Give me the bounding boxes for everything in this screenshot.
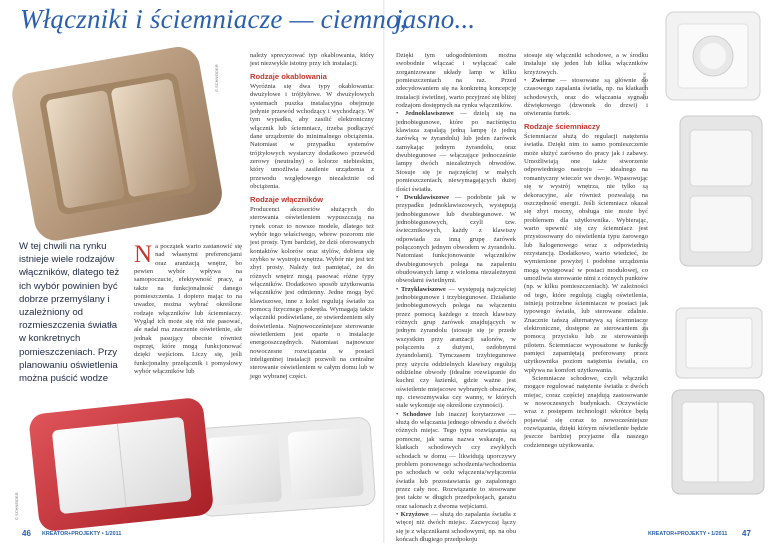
footer-right: KREATOR+PROJEKTY • 1/2011 — [648, 531, 728, 537]
photo-gold-switch — [0, 48, 222, 240]
item-text: lub inaczej korytarzowe — służą do włączania jednego obwodu z dwóch różnych miejsc. Tego typu rozwiązania są pomocne, jak sama nazwa wskazuje, na klatkach schodowych czy zwykłych schodach w domu — likwidują uporczywy problem ponownego schodzenia/wchodzenia po schodach w celu włączenia/wyłączenia światła lub pozostawiania go zapalonego przez cały noc. Rozwiązanie to stosowane jest także w długich przedpokojach, garażu oraz salonach z dwoma wejściami. — [396, 410, 516, 510]
col4-paragraph-1: stosuje się włączniki schodowe, a w środku instaluje się jeden lub kilka włączników krzyżowych. — [524, 52, 648, 76]
article-title-left: Włączniki i ściemniacze — ciemno, — [20, 4, 407, 34]
photo-credit: © SCHNEIDER — [14, 492, 19, 520]
page-number-left: 46 — [22, 529, 31, 538]
col4-paragraph-2: Ściemniacze służą do regulacji natężenia światła. Dzięki nim to samo pomieszczenie może służyć zarówno do pracy jak i zabawy. Umożliwiają one także stworzenie odpowiedniego nastroju — idealnego na romantyczny wieczór we dwoje. Wpasowując się w wystrój wnętrza, nie tylko są dekoracyjne, ale również pozwalają na oszczędność energii. Jeśli ściemniacz okazał się zbyt mocny, obsługa nie może być problemem dla użytkownika. Wybierając, warto upewnić się czy ściemniacz jest przystosowany do oświetlenia typu żarowego lub halogenowego wraz z odpowiednią rezystancją. Dodatkowo, warto wiedzieć, że wymienione powyżej i podobne urządzenia mogą występować w postaci modułowej, co umożliwia sterowanie nimi z różnych punktów (np. w kilku pomieszczeniach). W zależności od tego, które regulują ciągłą oświetlenia, istnieją potrzebne ściemniacze w postaci jak typowego światła, lub sterowane zdalnie. Znacznie tańszą alternatywą są ściemniacze elektroniczne, dostępne ze sterowaniem za pomocą przycisku lub ze sterowaniem pilotem. Ściemniacze wyposażone w funkcję pamięci zapamiętają preferowany przez użytkownika poziom natężenia światła, co wpływa na komfort użytkowania. — [524, 133, 648, 374]
photo-credit: © SCHNEIDER — [642, 72, 647, 100]
item-title: Jednoklawiszowe — [404, 110, 454, 118]
item-title: Krzyżowe — [400, 510, 429, 518]
list-item: • Trzyklawiszowe — występują najczęściej jednobiegunowe i trzybiegunowe. Działanie jednobiegunowych polega na włączeniu przez pomocą każdego z trzech klawiszy różnych grup żarówek znajdujących w jednym żyrandolu (stosuje się je przede wszystkim przy aranżacji salonów, w połączeniu z dużymi, ozdobnymi żyrandolami). Tymczasem trzybiegunowe przy użyciu oddzielnych klawiszy regulują oddzielne obwody (idealne rozwiązanie do kuchni czy łazienki, gdzie ważne jest oświetlenie miejscowe wybranych obszarów, np. ciewozmywaka czy wanny, w których stale wykonuje się określone czynności). — [396, 285, 516, 410]
col2-paragraph-1: Wyróżnia się dwa typy okablowania: dwużyłowe i trójżyłowe. W dwużyłowych systemach puszka instalacyjna obejmuje jedynie przewód wchodzący i wychodzący. W tym wypadku, aby zasilić elektroniczny włącznik lub ściemniacz, trzeba podłączyć dane urządzenie do minimalnego obciążenia. Natomiast w przypadku systemów trójżyłowych wystarczy dodatkowo przewód zerowy (neutralny) o kolorze niebieskim, który umożliwia zasilenie urządzenia z przewodu względowego niezależnie od obciążenia. — [250, 83, 374, 191]
item-title: Trzyklawiszowe — [400, 285, 446, 293]
drop-cap: N — [134, 241, 153, 268]
item-text: — występują najczęściej jednobiegunowe i trzybiegunowe. Działanie jednobiegunowych polega na włączeniu przez pomocą każdego z trzech klawiszy różnych grup żarówek znajdujących w jednym żyrandolu (stosuje się je przede wszystkim przy aranżacji salonów, w połączeniu z dużymi, ozdobnymi żyrandolami). Tymczasem trzybiegunowe przy użyciu oddzielnych klawiszy regulują oddzielne obwody (idealne rozwiązanie do kuchni czy łazienki, gdzie ważne jest oświetlenie miejscowe wybranych obszarów, np. ciewozmywaka czy wanny, w których stale wykonuje się określone czynności). — [396, 285, 516, 410]
lead-paragraph: W tej chwili na rynku istnieje wiele rodzajów włączników, dlatego też ich wybór powinien być dobrze przemyślany i uzależniony od rozmieszczenia światła w konkretnych pomieszczeniach. Przy planowaniu oświetlenia można puścić wodze — [19, 241, 120, 385]
photo-red-switches — [0, 385, 383, 523]
column-1 — [134, 243, 242, 383]
heading-sciemniaczy: Rodzaje ściemniaczy — [524, 121, 600, 131]
list-item: • Jednoklawiszowe — dzielą się na jednobiegunowe, które po naciśnięciu klawisza zapalają jedną lampę (z jedną żarówką w żyrandolu) lub jeden żarówek zamykając jednym żyrandolu, oraz dwubiegunowe — włączające jednocześnie lampy dwóch niezależnych obwodów. Stosuje się je najczęściej w małych pomieszczeniach, niewymagających dużej ilości światła. — [396, 110, 516, 193]
list-item: • Dwuklawiszowe — podobnie jak w przypadku jednoklawiszowych, występują jednobiegunowe lub dwubiegunowe. W jednobiegunowych, czyli tzw. świecznikowych, każdy z klawiszy odpowiada za inną grupę żarówek połączonych jednym obwodem w żyrandolu. Natomiast funkcjonowanie włączników dwubiegunowych polega na zapaleniu obudowanych lamp z wieloma niezależnymi obwodami świetlnymi. — [396, 193, 516, 285]
page-number-right: 47 — [742, 529, 751, 538]
dimmer-illustration — [652, 6, 768, 106]
col2-paragraph-2: Producenci akcesoriów służących do sterowania oświetleniem wypuszczają na rynek coraz to nowsze modele, dlatego też wybór tego właściwego, wbrew pozorom nie jest prosty. Tym bardziej, że dziś oferowanych kontaktów kolorów oraz stylów, dobiera się szybko w wystroju wnętrza. Wybór nie jest też zbyt prosty. Należy też pamiętać, że do różnych wnętrz mogą pasować różne typy włączników. Dodatkowo sposób użytkowania włączników jest odmienny. Jedne mogą być klawiszowe, inne z kolei regulują światło za pomocą fizycznego pokrętła. Wymagają także włączniki podświetlane, ze stwierdzeniem siły doświetlenia. Najnowocześniejsze sterowanie oświetleniem jest oparte o instalacje energooszczędnych. Natomiast najnowsze nowoczesne rozwiązania w postaci inteligentnej instalacji pozwoli na centralne sterowanie oświetleniem w całym domu lub w jego wybranej części. — [250, 205, 374, 380]
item-text: — służą do zapalania światła z więcej niż dwóch miejsc. Zazwyczaj łączy się je z włącznikami schodowymi, np. na obu końcach długiego przedpokoju — [396, 510, 516, 543]
list-item: • Schodowe lub inaczej korytarzowe — służą do włączania jednego obwodu z dwóch różnych miejsc. Tego typu rozwiązania są pomocne, jak sama nazwa wskazuje, na klatkach schodowych czy zwykłych schodach w domu — likwidują uporczywy problem ponownego schodzenia/wchodzenia po schodach w celu włączenia/wyłączenia światła lub pozostawiania go zapalonego przez cały noc. Rozwiązanie to stosowane jest także w długich przedpokojach, garażu oraz salonach z dwoma wejściami. — [396, 410, 516, 510]
list-item: • Krzyżowe — służą do zapalania światła z więcej niż dwóch miejsc. Zazwyczaj łączy się je z włącznikami schodowymi, np. na obu końcach długiego przedpokoju — [396, 510, 516, 543]
item-title: Dwuklawiszowe — [404, 193, 450, 201]
photo-credit: © SCHNEIDER — [642, 322, 647, 350]
col4-bullet: • Zwierne — stosowane są głównie do czasowego zapalania światła, np. na klatkach schodowych, oraz do włączania sygnału dźwiękowego (dzwonek do drzwi) i otwierania furtek. — [524, 77, 648, 118]
heading-wlacznikow: Rodzaje włączników — [250, 194, 324, 204]
photo-switch-stack — [652, 110, 768, 526]
page-fold — [383, 0, 385, 543]
col2-intro: należy sprecyzować typ okablowania, który jest niezwykle istotny przy ich instalacji. — [250, 52, 374, 68]
heading-okablowanie: Rodzaje okablowania — [250, 71, 327, 81]
footer-left: KREATOR+PROJEKTY • 1/2011 — [42, 531, 122, 537]
item-title: Schodowe — [402, 410, 432, 418]
red-switch-illustration — [0, 385, 383, 523]
item-title: Zwierne — [531, 77, 555, 85]
col4-paragraph-3: Ściemniacze schodowe, czyli włączniki mogące regulować natężenie światła z dwóch miejsc, coraz częściej znajdują zastosowanie w nowoczesnych budynkach. Oczywiście wraz z postępem technologii wkrótce będą pojawiać się coraz to nowocześniejsze rozwiązania, dzięki którym oświetlenie będzie jeszcze bardziej przyjazne dla naszego codziennego użytkowania. — [524, 375, 648, 449]
switch-stack-illustration — [652, 110, 768, 526]
item-text: — dzielą się na jednobiegunowe, które po naciśnięciu klawisza zapalają jedną lampę (z jedną żarówką w żyrandolu) lub jeden żarówek zamykając jednym żyrandolu, oraz dwubiegunowe — włączające jednocześnie lampy dwóch niezależnych obwodów. Stosuje się je najczęściej w małych pomieszczeniach, niewymagających dużej ilości światła. — [396, 110, 516, 193]
column-4 — [524, 52, 648, 512]
switch-types-list — [396, 110, 516, 544]
photo-white-dimmer — [652, 6, 768, 106]
column-3 — [396, 52, 516, 543]
gold-switch-illustration — [0, 48, 222, 240]
item-text: — stosowane są głównie do czasowego zapalania światła, np. na klatkach schodowych, oraz do włączania sygnału dźwiękowego (dzwonek do drzwi) i otwierania furtek. — [524, 77, 648, 118]
photo-credit: © SCHNEIDER — [214, 64, 219, 92]
article-title-right: jasno... — [395, 4, 476, 34]
item-text: — podobnie jak w przypadku jednoklawiszowych, występują jednobiegunowe lub dwubiegunowe. W jednobiegunowych, czyli tzw. świecznikowych, każdy z klawiszy odpowiada za inną grupę żarówek połączonych jednym obwodem w żyrandolu. Natomiast funkcjonowanie włączników dwubiegunowych polega na zapaleniu obudowanych lamp z wieloma niezależnymi obwodami świetlnymi. — [396, 193, 516, 285]
column-2 — [250, 52, 374, 384]
col3-paragraph-1: Dzięki tym udogodnieniom można swobodnie włączać i wyłączać całe zorganizowane układy lamp w kilku pomieszczeniach na raz. Przed zdecydowaniem się na konkretną koncepcję instalacji świetlnej, warto przyjrzeć się bliżej rodzajom dostępnych na rynku włączników. — [396, 52, 516, 110]
column-1-text: a początek warto zastanowić się nad własnymi preferencjami oraz aranżacją wnętrz, bo pewien wybór wpływa na samopoczucie, efektywność pracy, a także na funkcjonalność danego pomieszczenia. I dopiero mając to na uwadze, można wybrać określone rodzaje włączników lub ściemniaczy. Wygląd ich może się róż nie pasować, ale nadal ma znaczenie oświetlenie, ale jednak pasujący obecnie również osprzęt, które mogą funkcjonować dzięki wejściom. Liczy się, jeśli funkcjonalny przełącznik i pomysłowy wybór włączników lub — [134, 243, 242, 376]
